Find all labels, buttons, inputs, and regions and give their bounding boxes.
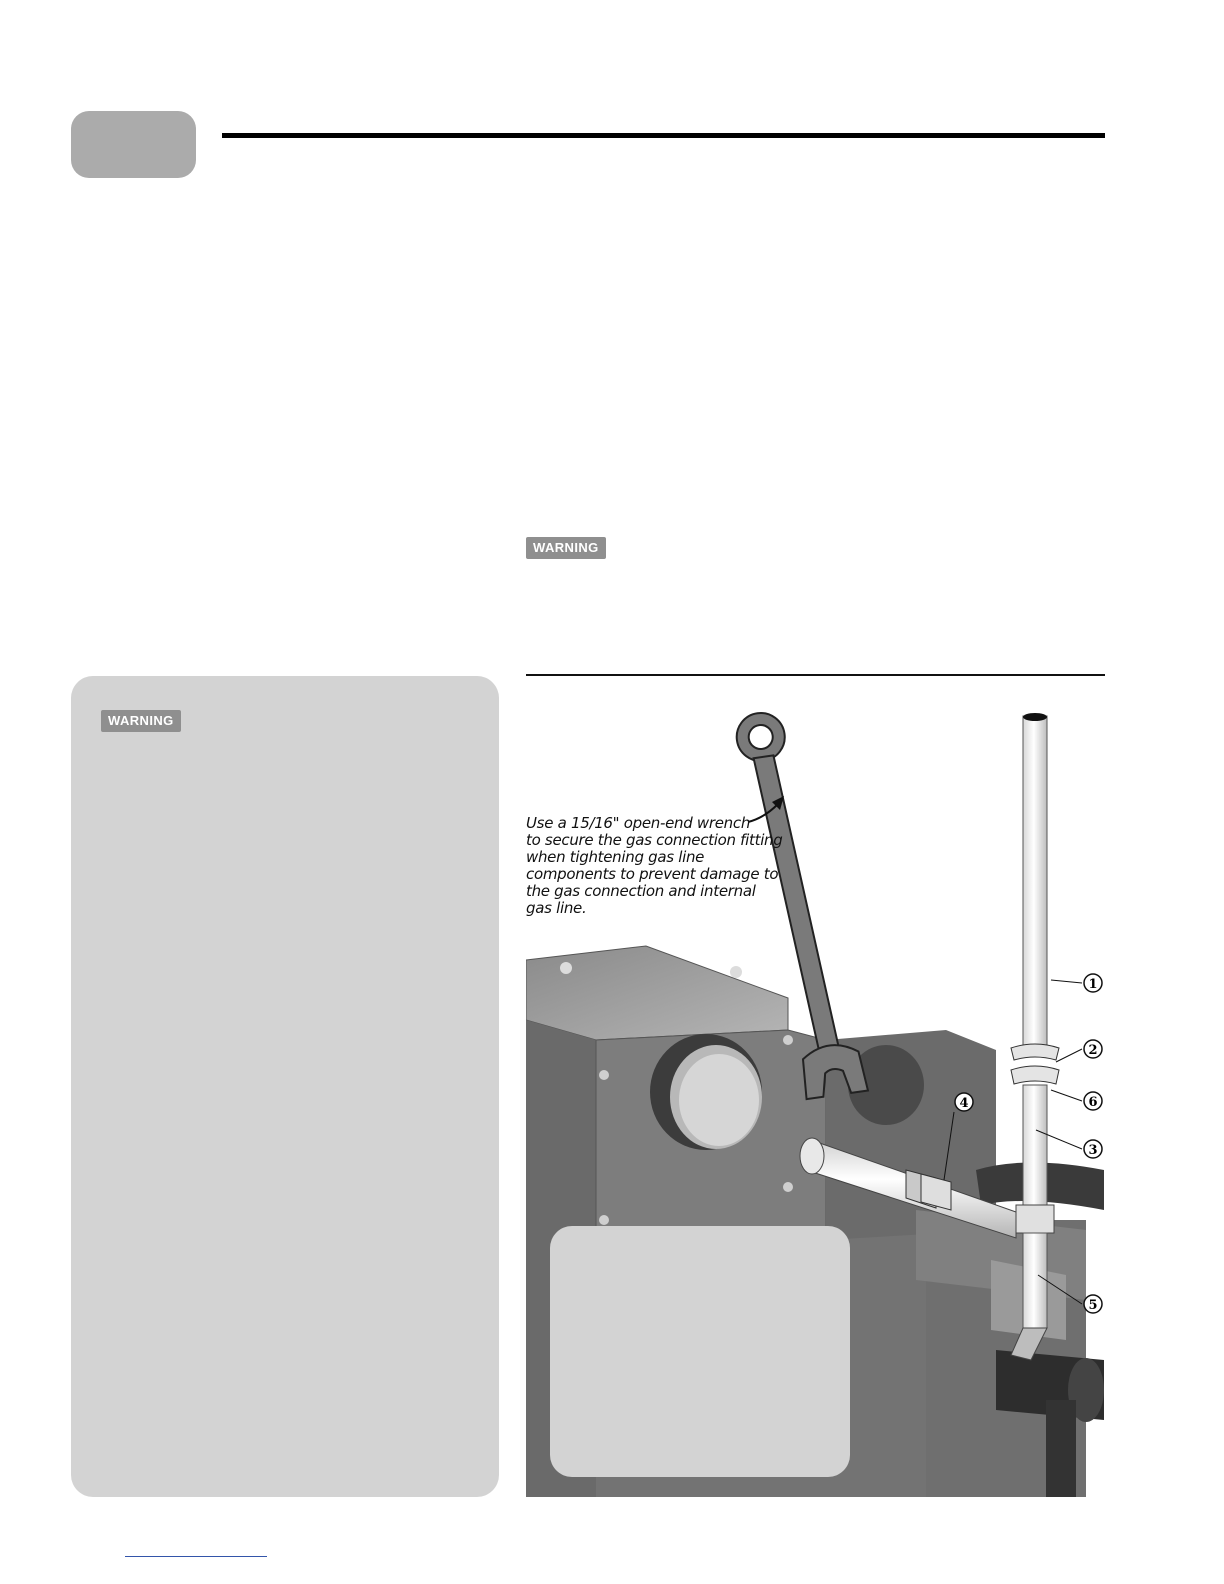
header-rule (222, 133, 1105, 138)
callout-line: Use a 15/16" open-end wrench (526, 814, 751, 832)
section-tab (71, 111, 196, 178)
part-marker-4 (955, 1093, 973, 1111)
warning-badge-left: WARNING (101, 710, 181, 732)
callout-line: gas line. (526, 899, 587, 917)
figure-info-panel (550, 1226, 850, 1477)
part-marker-2 (1084, 1040, 1102, 1058)
footer-link-underline[interactable] (125, 1556, 267, 1557)
callout-line: the gas connection and internal (526, 882, 756, 900)
part-marker-5 (1084, 1295, 1102, 1313)
callout-line: when tightening gas line (526, 848, 705, 866)
part-marker-6 (1084, 1092, 1102, 1110)
svg-text:6: 6 (1088, 1095, 1098, 1110)
part-marker-1 (1084, 974, 1102, 992)
callout-line: to secure the gas connection fitting (526, 831, 783, 849)
svg-text:5: 5 (1088, 1298, 1098, 1313)
wrench-callout-text (526, 815, 796, 917)
callout-line: components to prevent damage to (526, 865, 779, 883)
warning-badge-right: WARNING (526, 537, 606, 559)
warning-panel (71, 676, 499, 1497)
svg-text:1: 1 (1088, 977, 1098, 992)
svg-text:2: 2 (1088, 1043, 1098, 1058)
figure-top-rule (526, 674, 1105, 676)
svg-text:3: 3 (1088, 1143, 1098, 1158)
part-marker-3 (1084, 1140, 1102, 1158)
svg-text:4: 4 (959, 1096, 969, 1111)
